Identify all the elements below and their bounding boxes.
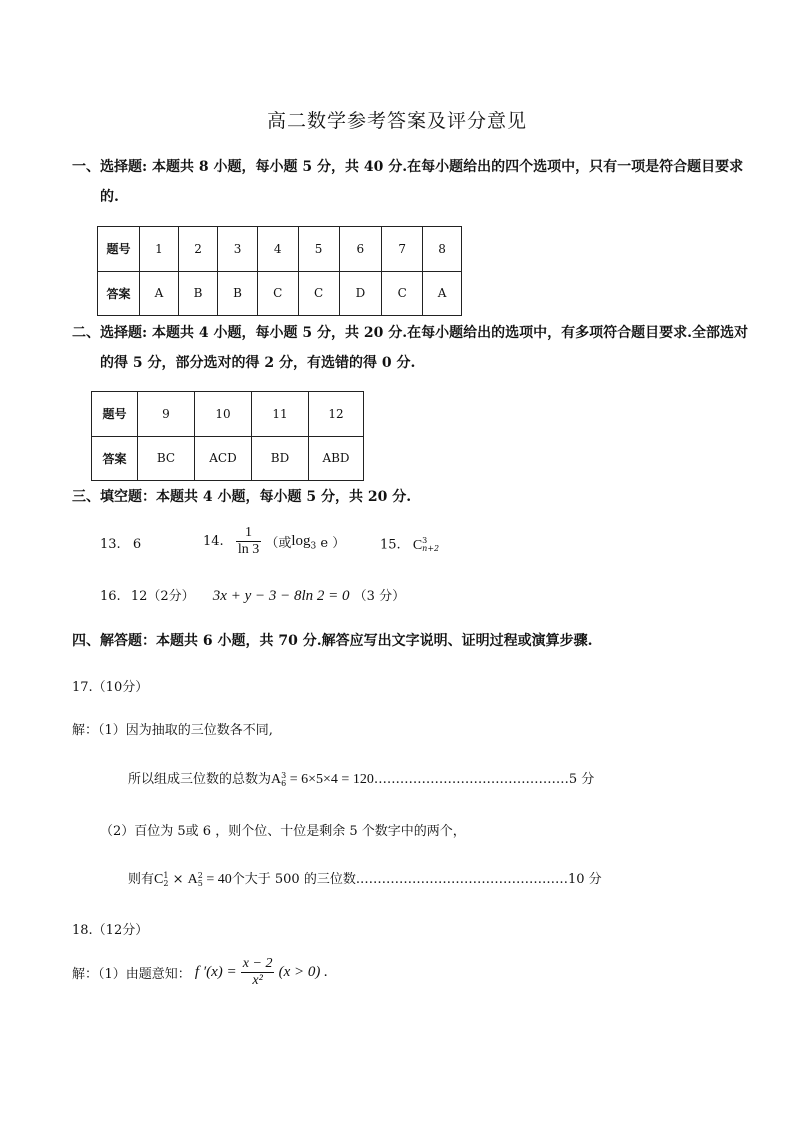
text: 解：（1）由题意知： — [72, 967, 191, 982]
answer-score: （3 分） — [353, 589, 406, 604]
permutation-symbol: A — [271, 772, 282, 787]
table-row — [92, 436, 364, 481]
comb-sub: 2 — [163, 878, 169, 888]
question-number: 12 — [309, 392, 364, 437]
question-number: 4 — [257, 227, 298, 272]
perm-sup: 3 — [281, 770, 287, 780]
answer-15 — [380, 537, 439, 554]
question-number: 9 — [138, 392, 195, 437]
text: 则有 — [128, 872, 155, 887]
answer-cell: A — [423, 271, 462, 316]
table-row — [98, 271, 462, 316]
q17-line2 — [128, 768, 618, 788]
question-number: 3 — [218, 227, 257, 272]
equation: = 40 — [202, 872, 232, 887]
combination-sub: n+2 — [422, 544, 440, 553]
fraction — [241, 956, 275, 989]
alt-prefix: （或 — [265, 536, 292, 551]
answer-cell: A — [140, 271, 179, 316]
page-title: 高二数学参考答案及评分意见 — [266, 110, 527, 132]
answer-cell: B — [218, 271, 257, 316]
dot-leader: ………………………………………… — [359, 872, 568, 887]
question-number: 6 — [339, 227, 382, 272]
section3-heading: 三、填空题：本题共 4 小题，每小题 5 分，共 20 分. — [72, 489, 412, 505]
answer-16 — [100, 585, 405, 605]
text: 所以组成三位数的总数为 — [128, 772, 272, 787]
question-number: 1 — [140, 227, 179, 272]
section2-answer-table — [91, 391, 364, 481]
perm-sub: 6 — [281, 778, 287, 788]
equation: = 6×5×4 = 120 — [286, 772, 374, 787]
perm-sub: 5 — [197, 878, 203, 888]
combination-symbol: C — [154, 872, 164, 887]
q18-header: 18.（12分） — [72, 923, 149, 938]
row-label: 答案 — [92, 436, 138, 481]
fraction-denominator: x² — [252, 973, 263, 988]
comb-sup: 1 — [163, 870, 169, 880]
q17-line4 — [128, 868, 608, 888]
row-label: 题号 — [92, 392, 138, 437]
answer-cell: BD — [252, 436, 309, 481]
times: × — [168, 872, 188, 887]
question-number: 7 — [382, 227, 423, 272]
section1-answer-table — [97, 226, 462, 316]
row-label: 题号 — [98, 227, 140, 272]
fraction — [236, 525, 261, 558]
log-base: 3 — [310, 541, 317, 552]
answer-cell: C — [298, 271, 339, 316]
section4-heading: 四、解答题：本题共 6 小题，共 70 分.解答应写出文字说明、证明过程或演算步骤. — [72, 633, 593, 649]
q17-line1: 解：（1）因为抽取的三位数各不同, — [72, 723, 273, 738]
answer-cell: BC — [138, 436, 195, 481]
answer-cell: ACD — [195, 436, 252, 481]
log-text: log — [291, 533, 311, 549]
row-label: 答案 — [98, 271, 140, 316]
q17-line3: （2）百位为 5或 6 ，则个位、十位是剩余 5 个数字中的两个， — [100, 824, 466, 839]
score: 5 分 — [568, 772, 595, 787]
tangent-equation: 3x + y − 3 − 8ln 2 = 0 — [212, 588, 350, 604]
answer-cell: ABD — [309, 436, 364, 481]
question-number: 2 — [178, 227, 217, 272]
answer-cell: D — [339, 271, 382, 316]
question-label: 15. — [380, 537, 401, 553]
dot-leader: ……………………………………… — [373, 772, 569, 787]
section2-heading: 二、选择题: 本题共 4 小题，每小题 5 分，共 20 分.在每小题给出的选项中，有多项符合题目要求.全部选对的得 5 分，部分选对的得 2 分，有选错的得 0 分. — [72, 325, 748, 371]
question-number: 11 — [252, 392, 309, 437]
q17-header: 17.（10分） — [72, 680, 149, 695]
answer-cell: C — [257, 271, 298, 316]
combination-sup: 3 — [422, 536, 428, 545]
combination-symbol: C — [412, 537, 423, 553]
section1-heading: 一、选择题: 本题共 8 小题，每小题 5 分，共 40 分.在每小题给出的四个选项中，只有一项是符合题目要求的. — [72, 159, 744, 205]
perm-sup: 2 — [197, 870, 203, 880]
question-label: 13. — [100, 537, 121, 552]
answer-part1: 12（2分） — [130, 589, 195, 604]
log-arg: e ） — [316, 536, 346, 551]
q18-line1 — [72, 956, 328, 989]
question-label: 16. — [100, 589, 121, 604]
fraction-numerator: 1 — [236, 525, 261, 542]
table-row — [92, 392, 364, 437]
text: 个大于 500 的三位数. — [231, 872, 360, 887]
answer-14 — [203, 525, 345, 558]
score: 10 分 — [567, 872, 602, 887]
answer-cell: B — [178, 271, 217, 316]
answer-13 — [100, 537, 141, 552]
answer-value: 6 — [132, 537, 142, 552]
domain-condition: (x > 0) . — [278, 964, 328, 980]
permutation-symbol: A — [187, 872, 198, 887]
question-number: 10 — [195, 392, 252, 437]
derivative: f ′(x) = — [194, 964, 237, 980]
fraction-numerator: x − 2 — [242, 956, 273, 971]
question-number: 8 — [423, 227, 462, 272]
question-number: 5 — [298, 227, 339, 272]
answer-cell: C — [382, 271, 423, 316]
question-label: 14. — [203, 534, 224, 549]
table-row — [98, 227, 462, 272]
fraction-denominator: ln 3 — [237, 542, 260, 557]
